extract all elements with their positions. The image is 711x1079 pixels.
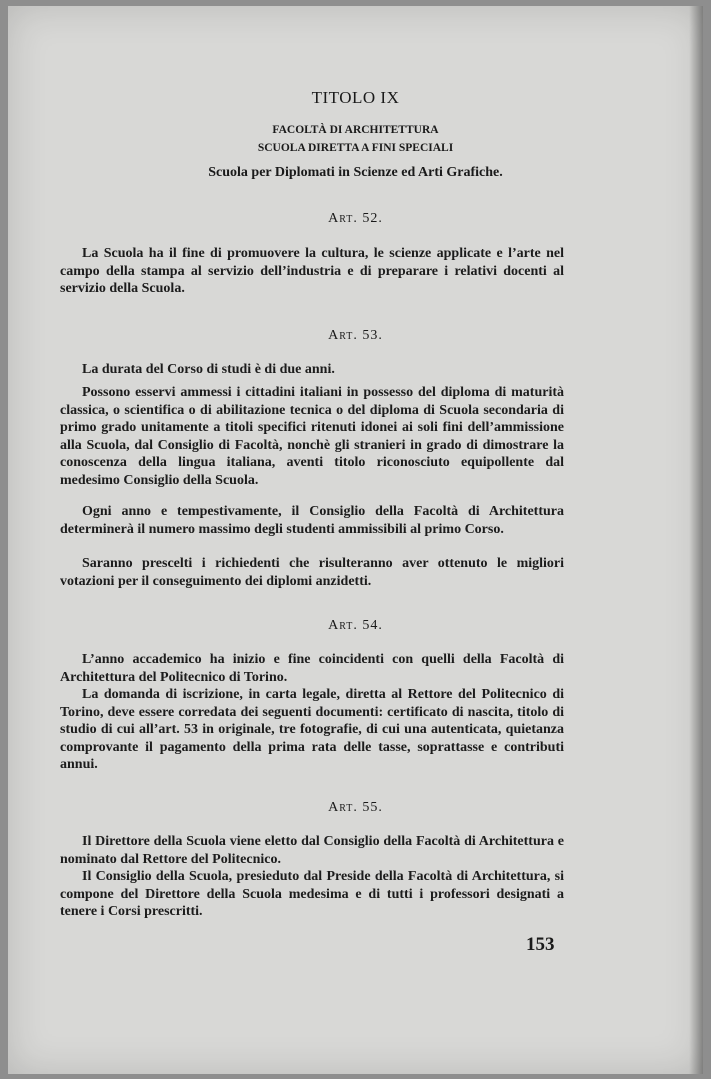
school-name-heading: Scuola per Diplomati in Scienze ed Arti Grafiche. <box>208 165 503 180</box>
document-page <box>8 6 703 1074</box>
faculty-heading: FACOLTÀ DI ARCHITETTURA <box>272 124 439 136</box>
school-type-heading: SCUOLA DIRETTA A FINI SPECIALI <box>257 142 454 154</box>
article-paragraph: La domanda di iscrizione, in carta legale, diretta al Rettore del Politecnico di Torino, deve essere corredata dei seguenti documenti: certificato di nascita, titolo di studio di cui all’art. 53 in originale, tre fotografie, di cui una autenticata, quietanza comprovante il pagamento della prima rata delle tasse, soprattasse e contributi annui. <box>60 687 564 772</box>
page-number: 153 <box>526 934 555 955</box>
article-heading: Art. 54. <box>328 618 383 633</box>
article-paragraph: Saranno prescelti i richiedenti che risulteranno aver ottenuto le migliori votazioni per il conseguimento dei diplomi anzidetti. <box>60 556 564 589</box>
article-paragraph: Possono esservi ammessi i cittadini italiani in possesso del diploma di maturità classica, o scientifica o di abilitazione tecnica o del diploma di Scuola secondaria di primo grado unitamente a titoli specifici ritenuti idonei ai soli fini dell’ammissione alla Scuola, dal Consiglio di Facoltà, nonchè gli stranieri in grado di dimostrare la conoscenza della lingua italiana, aventi titolo riconosciuto equipollente dal medesimo Consiglio della Scuola. <box>60 385 564 488</box>
section-title: TITOLO IX <box>311 88 400 107</box>
article-heading: Art. 55. <box>328 800 383 815</box>
article-paragraph: L’anno accademico ha inizio e fine coincidenti con quelli della Facoltà di Architettura del Politecnico di Torino. <box>60 652 564 685</box>
article-paragraph: La Scuola ha il fine di promuovere la cultura, le scienze applicate e l’arte nel campo della stampa al servizio dell’industria e di preparare i relativi docenti al servizio della Scuola. <box>60 246 564 296</box>
article-paragraph: La durata del Corso di studi è di due anni. <box>82 362 335 377</box>
article-heading: Art. 52. <box>328 211 383 226</box>
article-paragraph: Ogni anno e tempestivamente, il Consiglio della Facoltà di Architettura determinerà il numero massimo degli studenti ammissibili al primo Corso. <box>60 504 564 537</box>
article-paragraph: Il Consiglio della Scuola, presieduto dal Preside della Facoltà di Architettura, si compone del Direttore della Scuola medesima e di tutti i professori designati a tenere i Corsi prescritti. <box>60 869 564 919</box>
article-heading: Art. 53. <box>328 328 383 343</box>
article-paragraph: Il Direttore della Scuola viene eletto dal Consiglio della Facoltà di Architettura e nominato dal Rettore del Politecnico. <box>60 834 564 867</box>
